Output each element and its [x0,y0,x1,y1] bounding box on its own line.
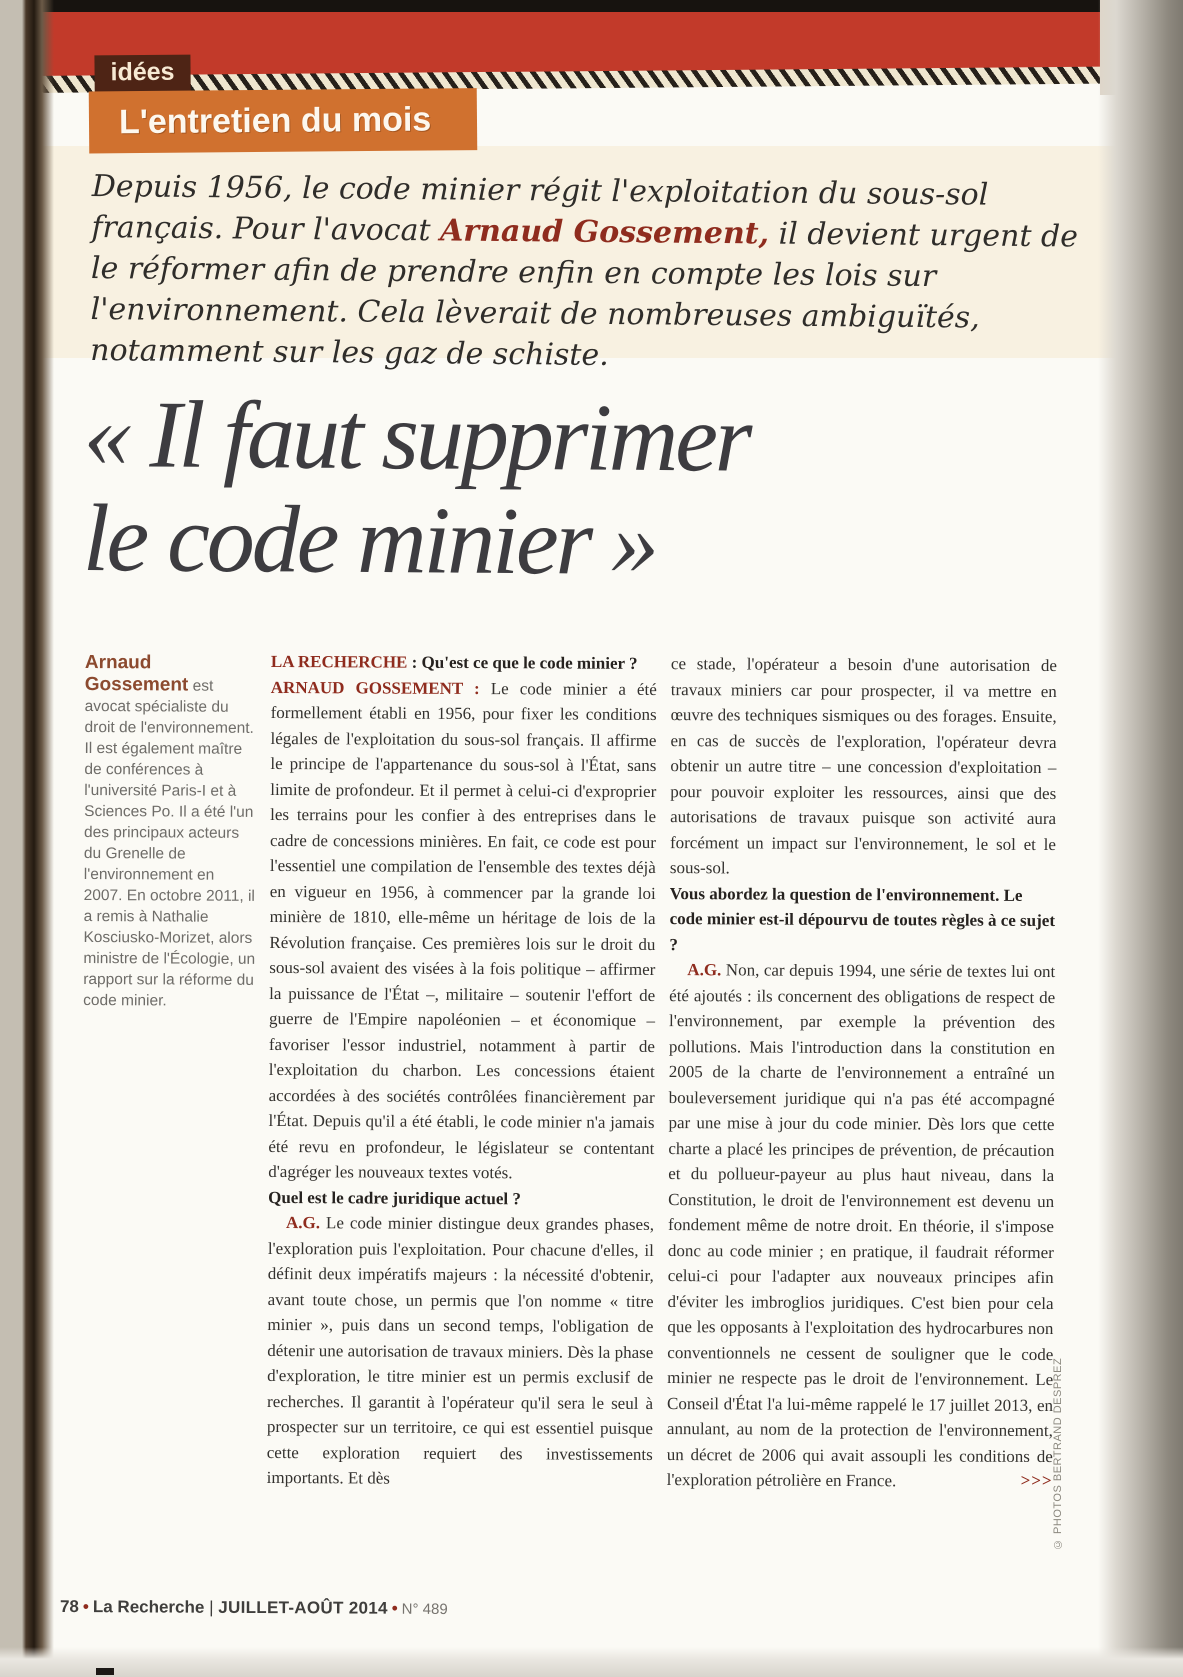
bio-sidebar [81,648,257,1490]
question-1-text: : Qu'est ce que le code minier ? [407,652,638,673]
scan-top-edge [28,0,1118,12]
intro-text-before: Depuis 1956, le code minier régit l'exploitation du sous-sol français. Pour l'avocat [91,168,989,249]
scan-right-edge [1098,0,1183,1677]
masthead [28,0,1119,158]
answer-2-label: A.G. [285,1213,321,1233]
scan-bottom-edge [0,1647,1183,1677]
answer-1-label: ARNAUD GOSSEMENT : [270,677,480,698]
article-column-1 [267,649,657,1493]
bio-text: est avocat spécialiste du droit de l'environnement. Il est également maître de conférences à l'université Paris-I et à Sciences Po. Il a été l'un des principaux acteurs du Grenelle de l'environnement en 2007. En octobre 2011, il a remis à Nathalie Kosciusko-Morizet, alors ministre de l'Écologie, un rapport sur la réforme du code minier. [83,677,256,1010]
answer-2-continued: ce stade, l'opérateur a besoin d'une autorisation de travaux miniers car pour prospecter, il va mettre en œuvre des techniques sismiques ou des forages. Ensuite, en cas de succès de l'exploration, l'opérateur devra obtenir un autre titre – une concession d'exploitation – pour pouvoir exploiter les ressources, ainsi que des autorisations de travaux puisque son activité aura forcément un impact sur l'environnement, le sol et le sous-sol. [669,654,1057,878]
footer-dot-1: • [82,1597,89,1617]
section-tag [94,55,190,93]
crop-mark [96,1668,114,1675]
question-1 [271,649,657,677]
footer-divider: | [209,1597,214,1617]
footer-dot-2: • [391,1598,398,1618]
answer-3-label: A.G. [687,960,722,980]
photo-credit: © PHOTOS BERTRAND DESPREZ [1052,1357,1064,1550]
continuation-arrows-icon: >>> [1020,1470,1053,1491]
rubric-title: L'entretien du mois [118,99,432,141]
answer-3 [667,957,1056,1495]
intro-paragraph [90,166,1082,380]
footer-issue-number: N° 489 [401,1600,448,1619]
question-2: Quel est le cadre juridique actuel ? [268,1187,521,1208]
question-3: Vous abordez la question de l'environnement. Le code minier est-il dépourvu de toutes règles à ce sujet ? [669,883,1056,954]
article-column-2 [667,651,1057,1495]
page-footer [60,1597,448,1619]
article-body [81,648,1057,1495]
answer-2 [267,1210,654,1493]
answer-2-text: Le code minier distingue deux grandes phases, l'exploration puis l'exploitation. Pour chacune d'elles, il définit deux impératifs majeurs : la nécessité d'obtenir, avant toute chose, un permis que l'on nomme « titre minier », puis dans un second temps, l'obligation de détenir une autorisation de travaux miniers. Dès la phase d'exploration, le titre minier est un permis exclusif de recherches. Il garantit à l'opérateur qu'il sera le seul à prospecter sur un territoire, ce qui est essentiel puisque cette exploration requiert des investissements importants. Et dès [266,1213,655,1488]
headline-line1: « Il faut supprimer [83,380,750,492]
footer-page-number: 78 [59,1596,79,1617]
question-1-label: LA RECHERCHE [270,651,408,672]
bio-name: Arnaud Gossement [84,651,189,696]
footer-issue: JUILLET-AOÛT 2014 [218,1597,388,1618]
section-tag-label: idées [110,57,175,87]
intro-text-after: il devient urgent de le réformer afin de prendre enfin en compte les lois sur l'environnement. Cela lèverait de nombreuses ambiguïtés, notamment sur les gaz de schiste. [90,216,1079,373]
headline-line2: le code minier » [82,483,657,595]
answer-1-text: Le code minier a été formellement établi en 1956, pour fixer les conditions légales de l'exploitation du sous-sol français. Il affirme le principe de l'appartenance du sous-sol à l'État, sans limite de profondeur. Et il permet à celui-ci d'exproprier les terrains pour les confier à des entreprises dans le cadre de concessions minières. En fait, ce code est pour l'essentiel une compilation de l'ensemble des textes déjà en vigueur en 1956, à commencer par la grande loi minière de 1810, elle-même un héritage de lois de la Révolution française. Ces premières lois sur le droit du sous-sol avaient des visées à la fois politique – affirmer la puissance de l'État –, militaire – soutenir l'effort de guerre de l'Empire napoléonien – et économique – favoriser l'essor industriel, notamment à partir de l'exploitation du charbon. Les concessions étaient accordées à des sociétés contrôlées financièrement par l'État. Depuis qu'il a été établi, le code minier n'a jamais été revu en profondeur, le législateur se contentant d'agréger les nouveaux textes votés. [268,678,657,1183]
page-spine-shadow [0,0,54,1677]
answer-1 [268,674,657,1186]
answer-3-text: Non, car depuis 1994, une série de textes lui ont été ajoutés : ils concernent des obligations de respect de l'environnement, par exemple la prévention des pollutions. Mais l'introduction dans la constitution en 2005 de la charte de l'environnement a entraîné un bouleversement juridique qui n'a pas été accompagné par une mise à jour du code minier. Dès lors que cette charte a placé les principes de prévention, de précaution et du pollueur-payeur au plus haut niveau, dans la Constitution, le droit de l'environnement est devenu un fondement même de notre droit. En théorie, il s'impose donc au code minier ; en pratique, il faudrait réformer celui-ci pour l'adapter aux nouveaux principes afin d'éviter les imbroglios juridiques. C'est bien pour cela que les opposants à l'exploitation des hydrocarbures non conventionnels ne cessent de souligner que le code minier ne respecte pas le droit de l'environnement. Le Conseil d'État l'a lui-même rappelé le 17 juillet 2013, en annulant, au nom de la protection de l'environnement, un décret de 2006 qui avait assoupli les conditions de l'exploration pétrolière en France. [666,960,1056,1491]
footer-magazine-name: La Recherche [92,1597,205,1617]
headline [83,382,984,596]
intro-highlight-name: Arnaud Gossement, [439,213,770,252]
rubric-box [89,88,478,153]
